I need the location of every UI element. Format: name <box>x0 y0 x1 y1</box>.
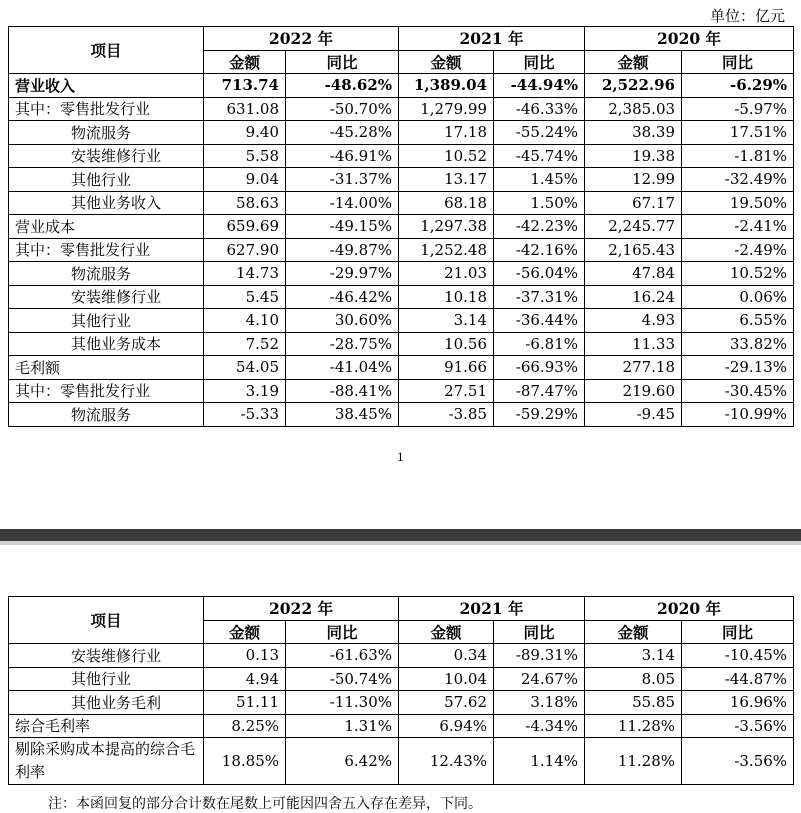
header-year-2022: 2022 年 <box>204 597 399 621</box>
yoy-cell: -2.41% <box>682 215 794 239</box>
row-label: 安装维修行业 <box>9 644 204 668</box>
yoy-cell: -1.81% <box>682 144 794 168</box>
amount-cell: 713.74 <box>204 74 286 98</box>
table-row <box>9 262 794 286</box>
row-label: 其他业务成本 <box>9 332 204 356</box>
yoy-cell: -11.30% <box>286 691 399 715</box>
table-row <box>9 191 794 215</box>
amount-cell: 0.13 <box>204 644 286 668</box>
header-year-2020: 2020 年 <box>585 27 794 51</box>
amount-cell: 18.85% <box>204 738 286 785</box>
row-label: 物流服务 <box>9 403 204 427</box>
amount-cell: 627.90 <box>204 238 286 262</box>
amount-cell: 11.28% <box>585 738 682 785</box>
yoy-cell: -49.15% <box>286 215 399 239</box>
table-row <box>9 714 794 738</box>
header-item: 项目 <box>9 27 204 74</box>
row-label: 其他业务毛利 <box>9 691 204 715</box>
amount-cell: 12.99 <box>585 168 682 192</box>
amount-cell: 3.14 <box>585 644 682 668</box>
header-year-2020: 2020 年 <box>585 597 794 621</box>
gross-profit-table <box>8 596 794 785</box>
footnote: 注：本函回复的部分合计数在尾数上可能因四舍五入存在差异，下同。 <box>48 796 482 812</box>
yoy-cell: -50.74% <box>286 667 399 691</box>
yoy-cell: 0.06% <box>682 285 794 309</box>
yoy-cell: -37.31% <box>494 285 585 309</box>
amount-cell: 631.08 <box>204 97 286 121</box>
row-label: 营业收入 <box>9 74 204 98</box>
table-row <box>9 644 794 668</box>
amount-cell: 659.69 <box>204 215 286 239</box>
row-label: 其中：零售批发行业 <box>9 238 204 262</box>
header-yoy: 同比 <box>682 50 794 74</box>
table-row <box>9 74 794 98</box>
amount-cell: 219.60 <box>585 379 682 403</box>
table-row <box>9 403 794 427</box>
header-item: 项目 <box>9 597 204 644</box>
amount-cell: 6.94% <box>399 714 494 738</box>
amount-cell: -9.45 <box>585 403 682 427</box>
yoy-cell: -56.04% <box>494 262 585 286</box>
table-row <box>9 121 794 145</box>
table-row <box>9 168 794 192</box>
yoy-cell: -41.04% <box>286 356 399 380</box>
amount-cell: 2,245.77 <box>585 215 682 239</box>
amount-cell: 54.05 <box>204 356 286 380</box>
amount-cell: 55.85 <box>585 691 682 715</box>
amount-cell: 91.66 <box>399 356 494 380</box>
yoy-cell: -44.87% <box>682 667 794 691</box>
row-label: 其中：零售批发行业 <box>9 97 204 121</box>
amount-cell: 51.11 <box>204 691 286 715</box>
yoy-cell: 1.50% <box>494 191 585 215</box>
revenue-cost-table <box>8 26 794 427</box>
table-row <box>9 285 794 309</box>
row-label: 综合毛利率 <box>9 714 204 738</box>
amount-cell: 2,522.96 <box>585 74 682 98</box>
amount-cell: -3.85 <box>399 403 494 427</box>
table-row <box>9 667 794 691</box>
yoy-cell: -36.44% <box>494 309 585 333</box>
table-row <box>9 309 794 333</box>
table-row <box>9 738 794 785</box>
yoy-cell: -46.33% <box>494 97 585 121</box>
yoy-cell: 6.42% <box>286 738 399 785</box>
row-label: 其他行业 <box>9 667 204 691</box>
yoy-cell: -55.24% <box>494 121 585 145</box>
amount-cell: 8.05 <box>585 667 682 691</box>
yoy-cell: -29.13% <box>682 356 794 380</box>
yoy-cell: -6.29% <box>682 74 794 98</box>
header-amount: 金额 <box>204 620 286 644</box>
table-row <box>9 215 794 239</box>
amount-cell: 1,297.38 <box>399 215 494 239</box>
yoy-cell: -45.28% <box>286 121 399 145</box>
amount-cell: 1,252.48 <box>399 238 494 262</box>
amount-cell: 4.94 <box>204 667 286 691</box>
amount-cell: 67.17 <box>585 191 682 215</box>
yoy-cell: -32.49% <box>682 168 794 192</box>
table-row <box>9 356 794 380</box>
amount-cell: 10.04 <box>399 667 494 691</box>
header-amount: 金额 <box>204 50 286 74</box>
yoy-cell: -89.31% <box>494 644 585 668</box>
page-break-bar <box>0 529 801 541</box>
yoy-cell: -29.97% <box>286 262 399 286</box>
yoy-cell: 24.67% <box>494 667 585 691</box>
amount-cell: -5.33 <box>204 403 286 427</box>
yoy-cell: -28.75% <box>286 332 399 356</box>
yoy-cell: -46.42% <box>286 285 399 309</box>
yoy-cell: -46.91% <box>286 144 399 168</box>
amount-cell: 277.18 <box>585 356 682 380</box>
amount-cell: 3.19 <box>204 379 286 403</box>
yoy-cell: -61.63% <box>286 644 399 668</box>
table-row <box>9 691 794 715</box>
yoy-cell: -4.34% <box>494 714 585 738</box>
table-row <box>9 332 794 356</box>
amount-cell: 4.10 <box>204 309 286 333</box>
yoy-cell: 33.82% <box>682 332 794 356</box>
yoy-cell: -50.70% <box>286 97 399 121</box>
table-row <box>9 379 794 403</box>
yoy-cell: -3.56% <box>682 738 794 785</box>
row-label: 其中：零售批发行业 <box>9 379 204 403</box>
header-amount: 金额 <box>585 620 682 644</box>
amount-cell: 9.04 <box>204 168 286 192</box>
yoy-cell: -49.87% <box>286 238 399 262</box>
amount-cell: 4.93 <box>585 309 682 333</box>
header-year-2021: 2021 年 <box>399 597 585 621</box>
row-label: 剔除采购成本提高的综合毛利率 <box>9 738 204 785</box>
row-label: 其他业务收入 <box>9 191 204 215</box>
header-yoy: 同比 <box>494 620 585 644</box>
amount-cell: 57.62 <box>399 691 494 715</box>
yoy-cell: 38.45% <box>286 403 399 427</box>
yoy-cell: -87.47% <box>494 379 585 403</box>
amount-cell: 17.18 <box>399 121 494 145</box>
amount-cell: 11.28% <box>585 714 682 738</box>
amount-cell: 47.84 <box>585 262 682 286</box>
row-label: 物流服务 <box>9 262 204 286</box>
amount-cell: 7.52 <box>204 332 286 356</box>
amount-cell: 1,389.04 <box>399 74 494 98</box>
yoy-cell: 1.31% <box>286 714 399 738</box>
header-yoy: 同比 <box>682 620 794 644</box>
amount-cell: 9.40 <box>204 121 286 145</box>
yoy-cell: -2.49% <box>682 238 794 262</box>
yoy-cell: -42.16% <box>494 238 585 262</box>
amount-cell: 1,279.99 <box>399 97 494 121</box>
table-row <box>9 238 794 262</box>
table-row <box>9 97 794 121</box>
amount-cell: 8.25% <box>204 714 286 738</box>
yoy-cell: -44.94% <box>494 74 585 98</box>
header-yoy: 同比 <box>286 50 399 74</box>
header-amount: 金额 <box>399 620 494 644</box>
yoy-cell: 17.51% <box>682 121 794 145</box>
header-yoy: 同比 <box>494 50 585 74</box>
amount-cell: 10.52 <box>399 144 494 168</box>
table-row <box>9 144 794 168</box>
amount-cell: 5.58 <box>204 144 286 168</box>
amount-cell: 14.73 <box>204 262 286 286</box>
amount-cell: 10.18 <box>399 285 494 309</box>
yoy-cell: 10.52% <box>682 262 794 286</box>
header-year-2021: 2021 年 <box>399 27 585 51</box>
page-break-shadow <box>0 541 801 545</box>
yoy-cell: -42.23% <box>494 215 585 239</box>
amount-cell: 5.45 <box>204 285 286 309</box>
yoy-cell: -5.97% <box>682 97 794 121</box>
yoy-cell: -31.37% <box>286 168 399 192</box>
amount-cell: 13.17 <box>399 168 494 192</box>
table2-body <box>9 644 794 785</box>
amount-cell: 12.43% <box>399 738 494 785</box>
yoy-cell: -88.41% <box>286 379 399 403</box>
header-year-2022: 2022 年 <box>204 27 399 51</box>
yoy-cell: -30.45% <box>682 379 794 403</box>
amount-cell: 27.51 <box>399 379 494 403</box>
header-yoy: 同比 <box>286 620 399 644</box>
row-label: 其他行业 <box>9 309 204 333</box>
yoy-cell: 6.55% <box>682 309 794 333</box>
yoy-cell: 3.18% <box>494 691 585 715</box>
header-amount: 金额 <box>585 50 682 74</box>
amount-cell: 38.39 <box>585 121 682 145</box>
yoy-cell: -59.29% <box>494 403 585 427</box>
amount-cell: 0.34 <box>399 644 494 668</box>
amount-cell: 16.24 <box>585 285 682 309</box>
yoy-cell: -6.81% <box>494 332 585 356</box>
yoy-cell: -10.45% <box>682 644 794 668</box>
yoy-cell: -66.93% <box>494 356 585 380</box>
row-label: 毛利额 <box>9 356 204 380</box>
yoy-cell: -10.99% <box>682 403 794 427</box>
yoy-cell: 1.45% <box>494 168 585 192</box>
amount-cell: 10.56 <box>399 332 494 356</box>
row-label: 安装维修行业 <box>9 144 204 168</box>
amount-cell: 2,165.43 <box>585 238 682 262</box>
yoy-cell: -45.74% <box>494 144 585 168</box>
header-amount: 金额 <box>399 50 494 74</box>
amount-cell: 11.33 <box>585 332 682 356</box>
amount-cell: 68.18 <box>399 191 494 215</box>
yoy-cell: -48.62% <box>286 74 399 98</box>
amount-cell: 2,385.03 <box>585 97 682 121</box>
yoy-cell: 19.50% <box>682 191 794 215</box>
row-label: 营业成本 <box>9 215 204 239</box>
row-label: 其他行业 <box>9 168 204 192</box>
amount-cell: 3.14 <box>399 309 494 333</box>
row-label: 物流服务 <box>9 121 204 145</box>
yoy-cell: 1.14% <box>494 738 585 785</box>
unit-label: 单位：亿元 <box>709 7 785 25</box>
yoy-cell: -3.56% <box>682 714 794 738</box>
yoy-cell: -14.00% <box>286 191 399 215</box>
table1-body <box>9 74 794 427</box>
page-number: 1 <box>397 451 404 464</box>
amount-cell: 19.38 <box>585 144 682 168</box>
row-label: 安装维修行业 <box>9 285 204 309</box>
amount-cell: 58.63 <box>204 191 286 215</box>
amount-cell: 21.03 <box>399 262 494 286</box>
yoy-cell: 16.96% <box>682 691 794 715</box>
yoy-cell: 30.60% <box>286 309 399 333</box>
